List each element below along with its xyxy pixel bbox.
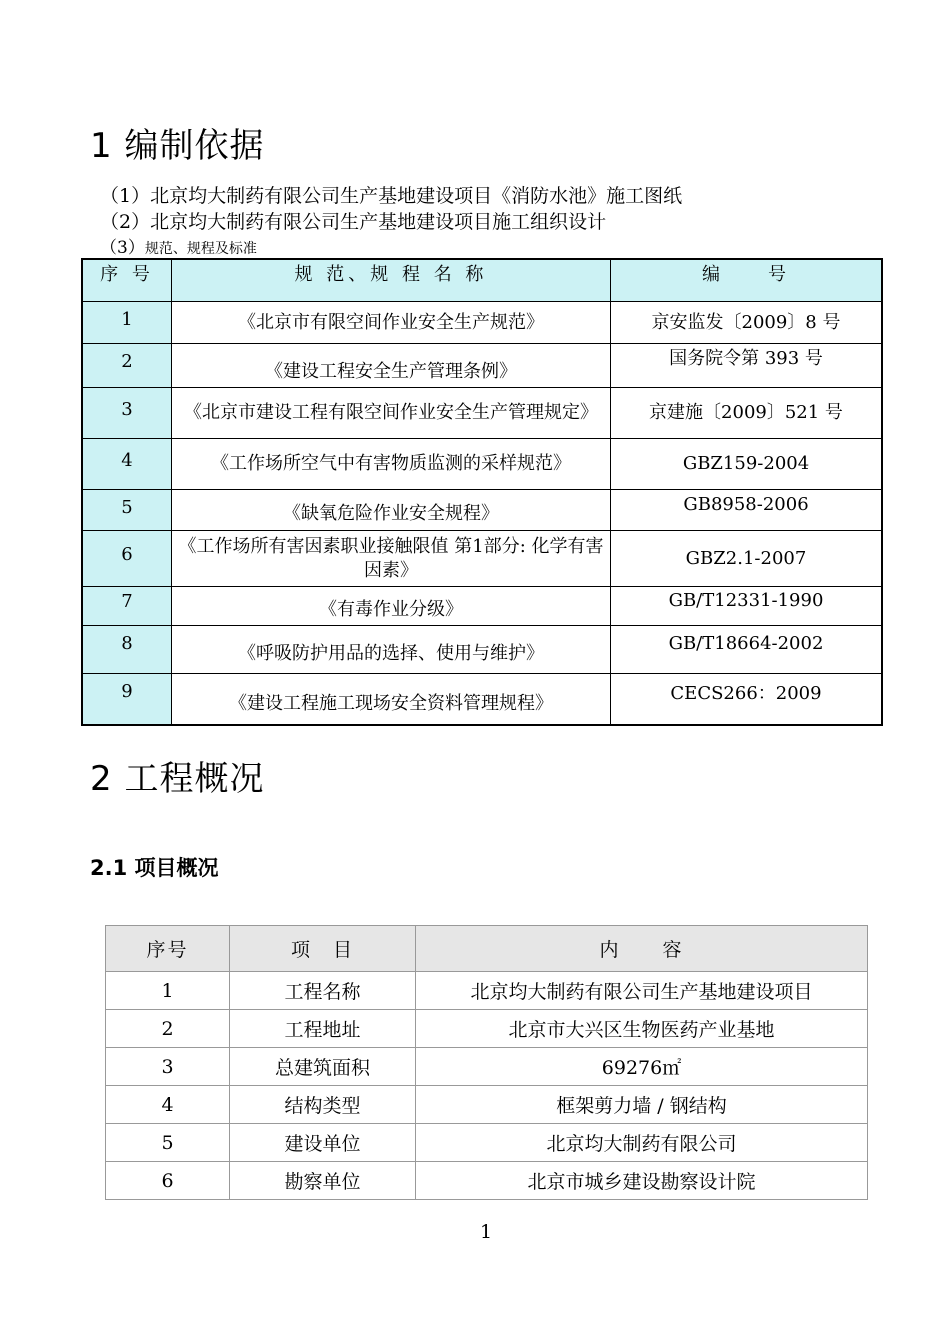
row-content: 框架剪力墙 / 钢结构 (416, 1086, 868, 1124)
row-name: 《建设工程安全生产管理条例》 (172, 344, 611, 388)
basis-item-1: （1）北京均大制药有限公司生产基地建设项目《消防水池》施工图纸 (100, 185, 683, 207)
header-code: 编 号 (611, 259, 883, 302)
row-content: 北京市大兴区生物医药产业基地 (416, 1010, 868, 1048)
row-seq: 8 (82, 626, 172, 674)
row-seq: 3 (106, 1048, 230, 1086)
row-item: 总建筑面积 (230, 1048, 416, 1086)
row-code: 京安监发〔2009〕8 号 (611, 302, 883, 344)
row-seq: 7 (82, 587, 172, 626)
header-item: 项 目 (230, 926, 416, 972)
row-seq: 3 (82, 388, 172, 439)
table-row (82, 674, 882, 725)
table-row (106, 1010, 868, 1048)
table-row (106, 1048, 868, 1086)
table-row (82, 587, 882, 626)
row-content: 北京均大制药有限公司生产基地建设项目 (416, 972, 868, 1010)
row-content: 北京均大制药有限公司 (416, 1124, 868, 1162)
row-name: 《缺氧危险作业安全规程》 (172, 490, 611, 531)
row-seq: 4 (82, 439, 172, 490)
row-code: CECS266：2009 (611, 674, 883, 725)
basis-item-3-text: 规范、规程及标准 (144, 241, 257, 257)
row-item: 勘察单位 (230, 1162, 416, 1200)
header-seq: 序号 (106, 926, 230, 972)
row-code: GB/T12331-1990 (611, 587, 883, 626)
basis-item-3-prefix: （3） (100, 238, 145, 258)
row-name: 《北京市有限空间作业安全生产规范》 (172, 302, 611, 344)
row-name: 《工作场所有害因素职业接触限值 第1部分: 化学有害因素》 (172, 531, 611, 587)
row-name: 《呼吸防护用品的选择、使用与维护》 (172, 626, 611, 674)
row-name: 《工作场所空气中有害物质监测的采样规范》 (172, 439, 611, 490)
table-row (106, 972, 868, 1010)
table-row (82, 302, 882, 344)
table-row (82, 439, 882, 490)
table-row (82, 531, 882, 587)
row-seq: 2 (82, 344, 172, 388)
section-1-title: 1 编制依据 (90, 126, 265, 166)
row-code: GB8958-2006 (611, 490, 883, 531)
row-seq: 1 (106, 972, 230, 1010)
row-content: 北京市城乡建设勘察设计院 (416, 1162, 868, 1200)
header-name: 规 范、规 程 名 称 (172, 259, 611, 302)
row-seq: 6 (106, 1162, 230, 1200)
row-seq: 4 (106, 1086, 230, 1124)
row-name: 《建设工程施工现场安全资料管理规程》 (172, 674, 611, 725)
table-row (82, 626, 882, 674)
row-item: 建设单位 (230, 1124, 416, 1162)
table-row (106, 1162, 868, 1200)
row-code: GBZ159-2004 (611, 439, 883, 490)
project-overview-table (105, 925, 868, 1200)
standards-table (81, 258, 883, 726)
row-code: GBZ2.1-2007 (611, 531, 883, 587)
row-seq: 5 (106, 1124, 230, 1162)
row-seq: 5 (82, 490, 172, 531)
row-code: 京建施〔2009〕521 号 (611, 388, 883, 439)
row-seq: 2 (106, 1010, 230, 1048)
row-item: 工程名称 (230, 972, 416, 1010)
row-item: 工程地址 (230, 1010, 416, 1048)
row-code: GB/T18664-2002 (611, 626, 883, 674)
table-row (106, 1086, 868, 1124)
table-row (106, 1124, 868, 1162)
row-seq: 6 (82, 531, 172, 587)
row-seq: 1 (82, 302, 172, 344)
table-row (82, 388, 882, 439)
row-code: 国务院令第 393 号 (611, 344, 883, 388)
basis-item-2: （2）北京均大制药有限公司生产基地建设项目施工组织设计 (100, 211, 607, 233)
table-row (82, 344, 882, 388)
header-content: 内 容 (416, 926, 868, 972)
section-2-1-title: 2.1 项目概况 (90, 856, 219, 880)
row-content: 69276㎡ (416, 1048, 868, 1086)
row-seq: 9 (82, 674, 172, 725)
page-number: 1 (479, 1221, 493, 1243)
row-name: 《有毒作业分级》 (172, 587, 611, 626)
table-row (82, 490, 882, 531)
row-name: 《北京市建设工程有限空间作业安全生产管理规定》 (172, 388, 611, 439)
section-2-title: 2 工程概况 (90, 759, 265, 799)
header-seq: 序 号 (82, 259, 172, 302)
row-item: 结构类型 (230, 1086, 416, 1124)
